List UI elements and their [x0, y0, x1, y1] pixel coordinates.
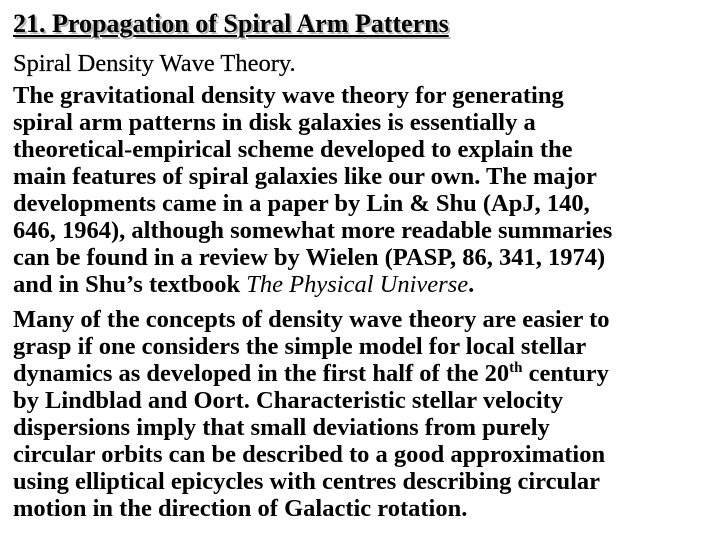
- line-3-century: century: [522, 360, 609, 387]
- paragraph-2-line-4: by Lindblad and Oort. Characteristic stellar velocity: [13, 387, 564, 414]
- paragraph-2-line-2: grasp if one considers the simple model for local stellar: [13, 333, 587, 360]
- paragraph-2-line-5: dispersions imply that small deviations from purely: [13, 414, 550, 441]
- line-8-text: and in Shu’s textbook: [13, 271, 247, 298]
- paragraph-2-line-3: [13, 360, 609, 388]
- paragraph-1-line-4: main features of spiral galaxies like our own. The major: [13, 163, 597, 190]
- line-3-text: dynamics as developed in the first half of the 20: [13, 360, 510, 387]
- paragraph-1-line-6: 646, 1964), although somewhat more readable summaries: [13, 217, 613, 244]
- ordinal-superscript: th: [509, 360, 523, 376]
- paragraph-1-line-8: [13, 271, 474, 299]
- paragraph-1-line-5: developments came in a paper by Lin & Shu (ApJ, 140,: [13, 190, 590, 217]
- paragraph-2-line-6: circular orbits can be described to a good approximation: [13, 441, 606, 468]
- slide-title: 21. Propagation of Spiral Arm Patterns: [13, 9, 449, 38]
- paragraph-1-line-2: spiral arm patterns in disk galaxies is essentially a: [13, 109, 536, 136]
- section-subheading: Spiral Density Wave Theory.: [13, 50, 296, 77]
- paragraph-2-line-7: using elliptical epicycles with centres describing circular: [13, 468, 601, 495]
- paragraph-2-line-8: motion in the direction of Galactic rotation.: [13, 495, 468, 522]
- paragraph-2-line-1: Many of the concepts of density wave theory are easier to: [13, 306, 610, 333]
- line-8-period: .: [468, 271, 475, 298]
- paragraph-1-line-7: can be found in a review by Wielen (PASP, 86, 341, 1974): [13, 244, 606, 271]
- paragraph-1-line-1: The gravitational density wave theory for generating: [13, 82, 564, 109]
- paragraph-1-line-3: theoretical-empirical scheme developed to explain the: [13, 136, 573, 163]
- book-title: The Physical Universe: [246, 271, 469, 298]
